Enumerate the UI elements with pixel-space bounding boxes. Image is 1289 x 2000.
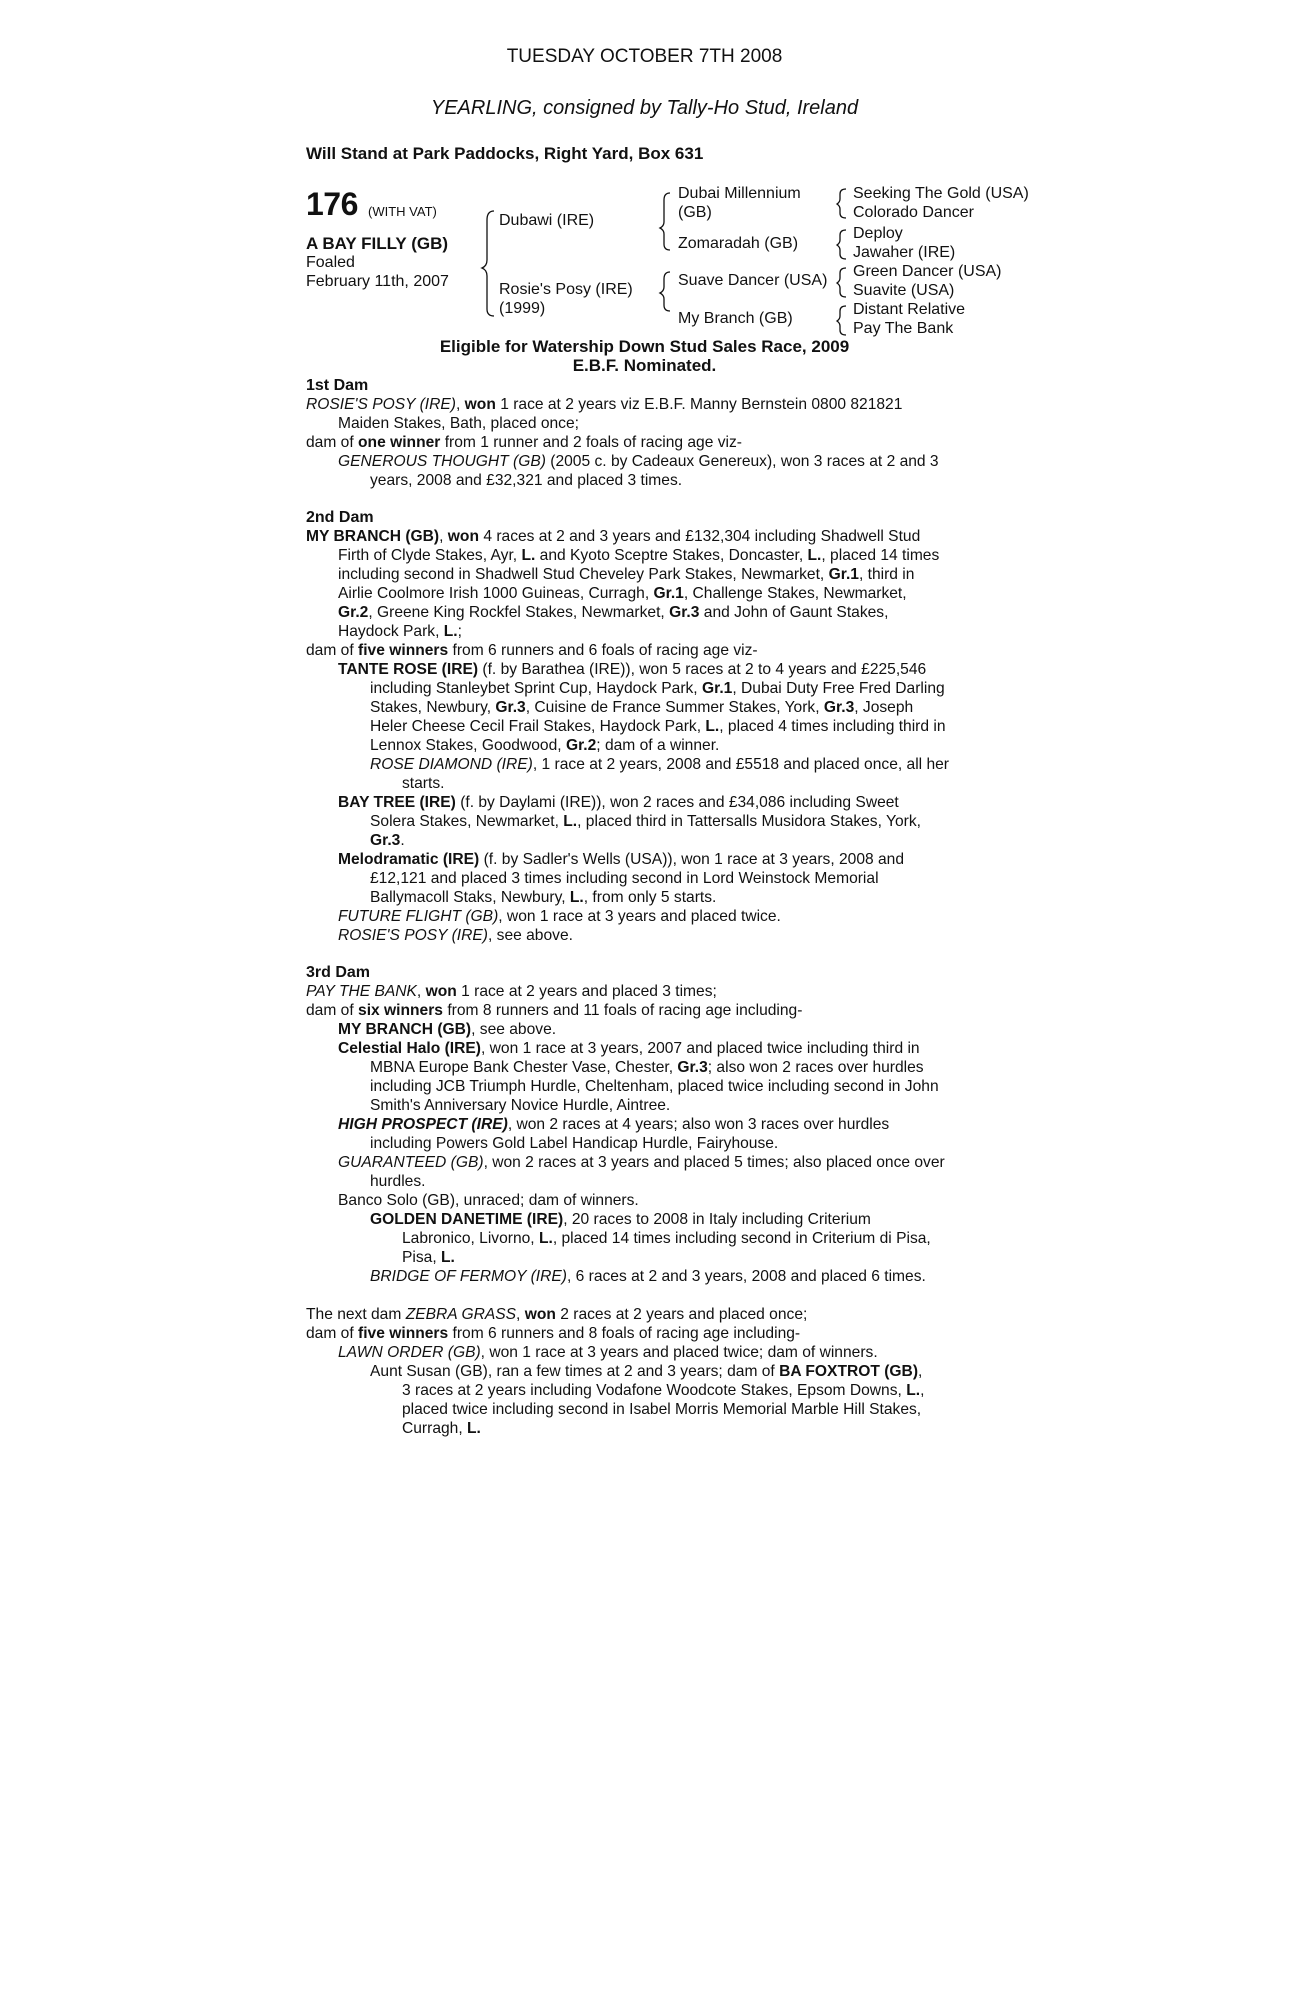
produce-record: ROSE DIAMOND (IRE), 1 race at 2 years, 2008 and £5518 and placed once, all her <box>370 756 950 773</box>
produce-record: Ballymacoll Staks, Newbury, L., from only 5 starts. <box>370 889 717 906</box>
sire-dam: Zomaradah (GB) <box>678 235 799 252</box>
dam-sire: Suave Dancer (USA) <box>678 272 828 289</box>
produce-record: placed twice including second in Isabel Morris Memorial Marble Hill Stakes, <box>402 1401 922 1418</box>
dam-dam-sire: Distant Relative <box>853 301 966 318</box>
foaled-label: Foaled <box>306 254 355 271</box>
sire-sire: Dubai Millennium <box>678 185 801 202</box>
produce-record: hurdles. <box>370 1173 426 1190</box>
produce-record: ROSIE'S POSY (IRE), see above. <box>338 927 573 944</box>
produce-record: BRIDGE OF FERMOY (IRE), 6 races at 2 and 3 years, 2008 and placed 6 times. <box>370 1268 926 1285</box>
sales-race-eligibility: Eligible for Watership Down Stud Sales Race, 2009 <box>439 337 850 356</box>
produce-record: including Powers Gold Label Handicap Hurdle, Fairyhouse. <box>370 1135 779 1152</box>
produce-record: including Stanleybet Sprint Cup, Haydock Park, Gr.1, Dubai Duty Free Fred Darling <box>370 680 945 697</box>
second-dam-line: including second in Shadwell Stud Cheveley Park Stakes, Newmarket, Gr.1, third in <box>338 566 915 583</box>
sire-dam-dam: Jawaher (IRE) <box>853 244 956 261</box>
produce-record: including JCB Triumph Hurdle, Cheltenham, placed twice including second in John <box>370 1078 939 1095</box>
third-dam-line: dam of six winners from 8 runners and 11 foals of racing age including- <box>306 1002 803 1019</box>
produce-record: Gr.3. <box>370 832 405 849</box>
produce-record: Melodramatic (IRE) (f. by Sadler's Wells (USA)), won 1 race at 3 years, 2008 and <box>338 851 905 868</box>
sire-sire-country: (GB) <box>678 204 712 221</box>
next-dam-line: The next dam ZEBRA GRASS, won 2 races at 2 years and placed once; <box>306 1306 808 1323</box>
produce-record: FUTURE FLIGHT (GB), won 1 race at 3 years and placed twice. <box>338 908 781 925</box>
ebf-nomination: E.B.F. Nominated. <box>572 356 717 375</box>
foaled-date: February 11th, 2007 <box>306 273 449 290</box>
produce-record: Aunt Susan (GB), ran a few times at 2 and 3 years; dam of BA FOXTROT (GB), <box>370 1363 923 1380</box>
second-dam-line: Firth of Clyde Stakes, Ayr, L. and Kyoto Sceptre Stakes, Doncaster, L., placed 14 times <box>338 547 940 564</box>
third-dam-heading: 3rd Dam <box>306 964 371 981</box>
dam-year: (1999) <box>499 300 546 317</box>
consignor-line: YEARLING, consigned by Tally-Ho Stud, Ireland <box>430 97 859 119</box>
produce-record: MBNA Europe Bank Chester Vase, Chester, Gr.3; also won 2 races over hurdles <box>370 1059 924 1076</box>
produce-record: Celestial Halo (IRE), won 1 race at 3 years, 2007 and placed twice including third in <box>338 1040 920 1057</box>
produce-record: Curragh, L. <box>402 1420 481 1437</box>
produce-record: Pisa, L. <box>402 1249 455 1266</box>
produce-record: GUARANTEED (GB), won 2 races at 3 years and placed 5 times; also placed once over <box>338 1154 945 1171</box>
sire-sire-dam: Colorado Dancer <box>853 204 974 221</box>
first-dam-line: ROSIE'S POSY (IRE), won 1 race at 2 years viz E.B.F. Manny Bernstein 0800 821821 <box>306 396 903 413</box>
first-dam-line: Maiden Stakes, Bath, placed once; <box>338 415 579 432</box>
second-dam-line: Gr.2, Greene King Rockfel Stakes, Newmarket, Gr.3 and John of Gaunt Stakes, <box>338 604 889 621</box>
sire-dam-sire: Deploy <box>853 225 903 242</box>
sire-name: Dubawi (IRE) <box>499 212 595 229</box>
first-dam-heading: 1st Dam <box>306 377 369 394</box>
produce-record: Smith's Anniversary Novice Hurdle, Aintree. <box>370 1097 671 1114</box>
produce-record: Banco Solo (GB), unraced; dam of winners. <box>338 1192 639 1209</box>
produce-record: MY BRANCH (GB), see above. <box>338 1021 557 1038</box>
dam-name: Rosie's Posy (IRE) <box>499 281 633 298</box>
vat-note: (WITH VAT) <box>368 204 437 219</box>
dam-sire-dam: Suavite (USA) <box>853 282 955 299</box>
dam-dam: My Branch (GB) <box>678 310 793 327</box>
horse-description: A BAY FILLY (GB) <box>306 234 449 253</box>
produce-record: Lennox Stakes, Goodwood, Gr.2; dam of a winner. <box>370 737 720 754</box>
produce-record: BAY TREE (IRE) (f. by Daylami (IRE)), won 2 races and £34,086 including Sweet <box>338 794 899 811</box>
produce-record: Stakes, Newbury, Gr.3, Cuisine de France Summer Stakes, York, Gr.3, Joseph <box>370 699 914 716</box>
produce-record: LAWN ORDER (GB), won 1 race at 3 years and placed twice; dam of winners. <box>338 1344 878 1361</box>
next-dam-line: dam of five winners from 6 runners and 8 foals of racing age including- <box>306 1325 801 1342</box>
sale-date: TUESDAY OCTOBER 7TH 2008 <box>506 46 783 67</box>
second-dam-line: dam of five winners from 6 runners and 6 foals of racing age viz- <box>306 642 758 659</box>
produce-record: Labronico, Livorno, L., placed 14 times including second in Criterium di Pisa, <box>402 1230 931 1247</box>
produce-record: starts. <box>402 775 445 792</box>
second-dam-line: MY BRANCH (GB), won 4 races at 2 and 3 years and £132,304 including Shadwell Stud <box>306 528 921 545</box>
produce-record: HIGH PROSPECT (IRE), won 2 races at 4 years; also won 3 races over hurdles <box>338 1116 890 1133</box>
second-dam-line: Haydock Park, L.; <box>338 623 462 640</box>
produce-record: GOLDEN DANETIME (IRE), 20 races to 2008 in Italy including Criterium <box>370 1211 871 1228</box>
lot-number: 176 <box>306 186 358 222</box>
sire-sire-sire: Seeking The Gold (USA) <box>853 185 1029 202</box>
second-dam-heading: 2nd Dam <box>306 509 374 526</box>
produce-record: Solera Stakes, Newmarket, L., placed third in Tattersalls Musidora Stakes, York, <box>370 813 921 830</box>
produce-record: 3 races at 2 years including Vodafone Woodcote Stakes, Epsom Downs, L., <box>402 1382 925 1399</box>
box-location: Will Stand at Park Paddocks, Right Yard, Box 631 <box>306 144 704 163</box>
first-dam-line: years, 2008 and £32,321 and placed 3 times. <box>370 472 683 489</box>
second-dam-line: Airlie Coolmore Irish 1000 Guineas, Curragh, Gr.1, Challenge Stakes, Newmarket, <box>338 585 907 602</box>
produce-record: TANTE ROSE (IRE) (f. by Barathea (IRE)), won 5 races at 2 to 4 years and £225,546 <box>338 661 927 678</box>
third-dam-line: PAY THE BANK, won 1 race at 2 years and placed 3 times; <box>306 983 717 1000</box>
dam-sire-sire: Green Dancer (USA) <box>853 263 1002 280</box>
produce-record: £12,121 and placed 3 times including second in Lord Weinstock Memorial <box>370 870 879 887</box>
dam-dam-dam: Pay The Bank <box>853 320 954 337</box>
produce-record: Heler Cheese Cecil Frail Stakes, Haydock Park, L., placed 4 times including third in <box>370 718 946 735</box>
first-dam-line: GENEROUS THOUGHT (GB) (2005 c. by Cadeaux Genereux), won 3 races at 2 and 3 <box>338 453 939 470</box>
first-dam-line: dam of one winner from 1 runner and 2 foals of racing age viz- <box>306 434 742 451</box>
